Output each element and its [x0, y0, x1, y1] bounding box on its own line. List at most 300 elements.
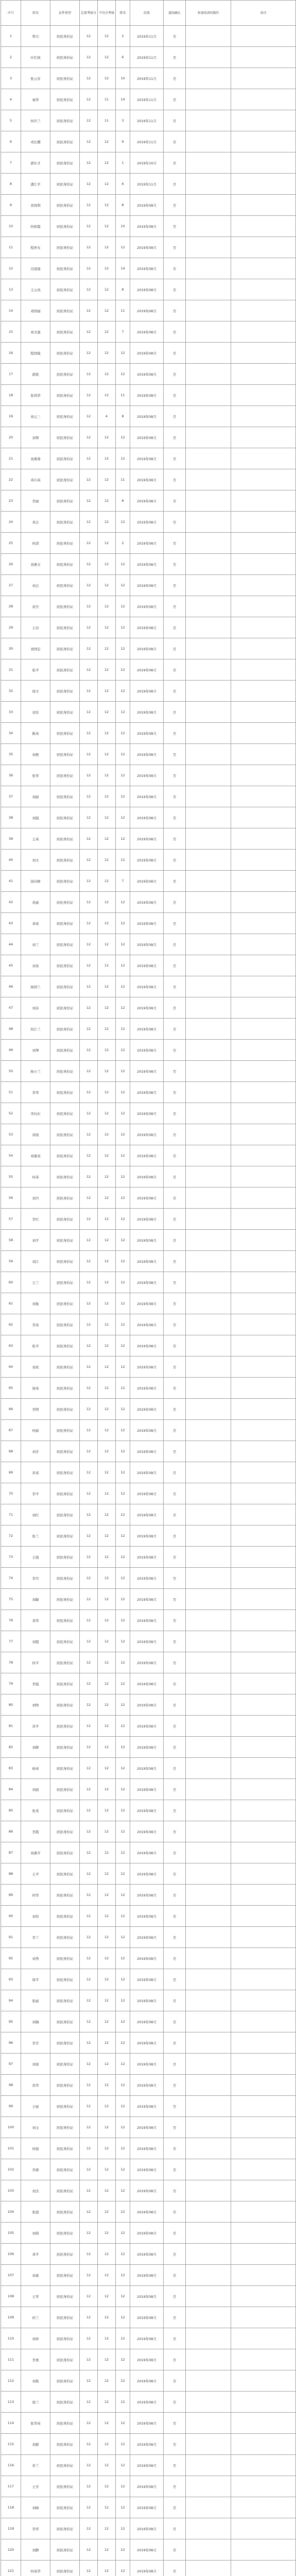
table-cell: 94: [1, 1990, 21, 2011]
table-cell: [186, 2159, 231, 2180]
table-cell: 12: [80, 1019, 98, 1040]
table-cell: 否: [164, 1272, 186, 1293]
table-cell: 何强: [21, 2138, 50, 2159]
table-cell: 2019年08月: [130, 533, 164, 554]
table-row: [1, 279, 296, 300]
table-cell: 2019年08月: [130, 1293, 164, 1314]
table-cell: [186, 1061, 231, 1082]
table-cell: 黄华: [21, 2075, 50, 2096]
table-cell: 12: [80, 1821, 98, 1842]
table-cell: 陈英: [21, 723, 50, 744]
table-cell: 12: [116, 2180, 130, 2201]
table-cell: 2019年08月: [130, 258, 164, 279]
table-cell: 8: [116, 279, 130, 300]
table-cell: [186, 1526, 231, 1547]
table-cell: [186, 659, 231, 681]
table-cell: 2019年08月: [130, 828, 164, 850]
table-cell: 12: [80, 2307, 98, 2328]
table-cell: [231, 258, 296, 279]
table-cell: [231, 765, 296, 786]
table-cell: [231, 1145, 296, 1166]
table-cell: 否: [164, 1082, 186, 1103]
table-cell: 12: [116, 2518, 130, 2539]
table-cell: 33: [1, 702, 21, 723]
table-row: [1, 1948, 296, 1969]
table-cell: 居民身份证: [50, 1990, 80, 2011]
table-cell: 2019年08月: [130, 1800, 164, 1821]
table-cell: 12: [98, 828, 116, 850]
table-cell: 否: [164, 1758, 186, 1779]
table-cell: 20: [1, 427, 21, 448]
table-row: [1, 110, 296, 131]
table-row: [1, 2244, 296, 2265]
table-cell: [231, 659, 296, 681]
table-cell: 11: [116, 300, 130, 321]
table-cell: 刘安: [21, 702, 50, 723]
table-cell: 12: [80, 1145, 98, 1166]
table-cell: [231, 2159, 296, 2180]
table-cell: 否: [164, 2518, 186, 2539]
table-cell: 2019年08月: [130, 1145, 164, 1166]
table-cell: 12: [98, 1293, 116, 1314]
table-cell: [231, 2201, 296, 2223]
table-cell: 42: [1, 892, 21, 913]
table-cell: [186, 744, 231, 765]
table-cell: 居民身份证: [50, 1040, 80, 1061]
table-cell: 居民身份证: [50, 1885, 80, 1906]
table-cell: [231, 1673, 296, 1694]
table-cell: 2019年10月: [130, 152, 164, 174]
table-cell: 12: [116, 2434, 130, 2455]
table-cell: [231, 1568, 296, 1589]
table-cell: 否: [164, 2455, 186, 2476]
table-cell: 14: [1, 300, 21, 321]
table-cell: 73: [1, 1547, 21, 1568]
table-cell: 12: [80, 1863, 98, 1885]
table-cell: 12: [98, 448, 116, 469]
table-cell: 89: [1, 1885, 21, 1906]
table-cell: [231, 533, 296, 554]
table-cell: 否: [164, 512, 186, 533]
table-cell: 12: [80, 976, 98, 997]
table-cell: 12: [80, 2011, 98, 2032]
table-cell: [186, 533, 231, 554]
table-cell: 居民身份证: [50, 1821, 80, 1842]
table-cell: 居民身份证: [50, 195, 80, 216]
table-row: [1, 1694, 296, 1716]
table-cell: 曾兴: [21, 26, 50, 47]
table-cell: 否: [164, 110, 186, 131]
table-cell: 否: [164, 1019, 186, 1040]
table-cell: [186, 1188, 231, 1209]
table-cell: 7: [1, 152, 21, 174]
table-cell: 63: [1, 1335, 21, 1357]
table-cell: 12: [80, 1378, 98, 1399]
table-cell: 否: [164, 1990, 186, 2011]
table-cell: 2019年08月: [130, 2180, 164, 2201]
table-cell: [186, 807, 231, 828]
table-cell: 否: [164, 786, 186, 807]
table-row: [1, 1610, 296, 1631]
table-cell: 2019年08月: [130, 2413, 164, 2434]
table-cell: 12: [80, 2117, 98, 2138]
table-row: [1, 1863, 296, 1885]
table-cell: 41: [1, 871, 21, 892]
table-cell: [186, 2476, 231, 2497]
table-cell: [186, 1504, 231, 1526]
table-cell: 2019年08月: [130, 1272, 164, 1293]
table-cell: [231, 1272, 296, 1293]
table-cell: 12: [116, 1293, 130, 1314]
table-cell: [231, 512, 296, 533]
table-cell: 否: [164, 1737, 186, 1758]
table-cell: 2019年08月: [130, 1483, 164, 1504]
table-cell: [186, 490, 231, 512]
table-cell: [231, 1969, 296, 1990]
table-cell: 12: [98, 2011, 116, 2032]
table-cell: 2019年08月: [130, 1124, 164, 1145]
table-cell: 否: [164, 744, 186, 765]
table-cell: 否: [164, 1251, 186, 1272]
table-cell: 84: [1, 1779, 21, 1800]
table-cell: 1: [1, 26, 21, 47]
table-row: [1, 976, 296, 997]
table-cell: 12: [98, 237, 116, 258]
table-cell: 否: [164, 2434, 186, 2455]
table-cell: 否: [164, 2286, 186, 2307]
table-cell: 否: [164, 1779, 186, 1800]
table-row: [1, 1230, 296, 1251]
table-cell: 居民身份证: [50, 89, 80, 110]
table-cell: [186, 1800, 231, 1821]
table-cell: [231, 2455, 296, 2476]
table-cell: 潘江平: [21, 174, 50, 195]
table-cell: 12: [98, 850, 116, 871]
table-cell: 居民身份证: [50, 279, 80, 300]
table-cell: 12: [116, 2032, 130, 2054]
table-row: [1, 2117, 296, 2138]
table-row: [1, 469, 296, 490]
table-cell: 12: [116, 1357, 130, 1378]
table-row: [1, 1335, 296, 1357]
table-cell: 2019年08月: [130, 2075, 164, 2096]
table-cell: 否: [164, 659, 186, 681]
table-cell: [186, 2561, 231, 2576]
table-cell: [231, 152, 296, 174]
table-row: [1, 934, 296, 955]
table-cell: 12: [116, 1652, 130, 1673]
table-cell: 8: [1, 174, 21, 195]
table-cell: 12: [80, 2518, 98, 2539]
table-cell: 居民身份证: [50, 1673, 80, 1694]
table-row: [1, 1927, 296, 1948]
table-cell: 12: [80, 321, 98, 343]
table-cell: 12: [116, 364, 130, 385]
table-cell: 居民身份证: [50, 448, 80, 469]
table-cell: 2019年08月: [130, 659, 164, 681]
table-cell: [186, 976, 231, 997]
table-cell: [231, 1314, 296, 1335]
table-row: [1, 1462, 296, 1483]
table-cell: 12: [116, 1589, 130, 1610]
table-cell: 2019年08月: [130, 2349, 164, 2370]
table-cell: 93: [1, 1969, 21, 1990]
table-cell: 32: [1, 681, 21, 702]
table-row: [1, 2032, 296, 2054]
table-cell: [231, 47, 296, 68]
table-cell: 否: [164, 1842, 186, 1863]
table-cell: 11: [98, 110, 116, 131]
table-cell: 2019年11月: [130, 110, 164, 131]
table-cell: 12: [116, 2392, 130, 2413]
table-cell: 12: [80, 617, 98, 638]
table-cell: 12: [116, 1694, 130, 1716]
table-cell: 12: [80, 68, 98, 89]
table-cell: 否: [164, 237, 186, 258]
table-cell: 12: [98, 1061, 116, 1082]
table-cell: 12: [98, 1124, 116, 1145]
table-cell: 何江兰: [21, 1019, 50, 1040]
table-cell: 居民身份证: [50, 533, 80, 554]
table-cell: 2019年08月: [130, 406, 164, 427]
table-cell: 10: [116, 68, 130, 89]
table-cell: 12: [116, 343, 130, 364]
table-cell: 居民身份证: [50, 2455, 80, 2476]
table-row: [1, 723, 296, 744]
table-cell: 12: [116, 1631, 130, 1652]
table-cell: 刘芳: [21, 1441, 50, 1462]
table-cell: [231, 2117, 296, 2138]
table-cell: 12: [98, 1568, 116, 1589]
table-cell: 居民身份证: [50, 343, 80, 364]
table-row: [1, 955, 296, 976]
table-cell: 居民身份证: [50, 2561, 80, 2576]
table-row: [1, 1568, 296, 1589]
table-row: [1, 807, 296, 828]
table-cell: 2019年08月: [130, 2159, 164, 2180]
table-cell: [186, 2265, 231, 2286]
table-cell: 12: [116, 850, 130, 871]
table-cell: 2019年08月: [130, 1927, 164, 1948]
table-cell: 2019年08月: [130, 1990, 164, 2011]
table-cell: 111: [1, 2349, 21, 2370]
table-cell: 12: [98, 2413, 116, 2434]
table-cell: 12: [80, 512, 98, 533]
table-row: [1, 1779, 296, 1800]
table-cell: [231, 702, 296, 723]
table-cell: [186, 1885, 231, 1906]
table-cell: 否: [164, 554, 186, 575]
table-cell: 12: [116, 596, 130, 617]
table-cell: 2019年08月: [130, 2138, 164, 2159]
table-cell: 22: [1, 469, 21, 490]
table-row: [1, 406, 296, 427]
table-cell: 居民身份证: [50, 321, 80, 343]
table-cell: [186, 1673, 231, 1694]
table-cell: 2019年08月: [130, 2518, 164, 2539]
table-cell: 否: [164, 2244, 186, 2265]
table-cell: 12: [80, 1716, 98, 1737]
table-cell: 王兰: [21, 1272, 50, 1293]
table-cell: [186, 892, 231, 913]
table-cell: 李向东: [21, 1103, 50, 1124]
table-cell: 12: [80, 2223, 98, 2244]
table-cell: 12: [80, 2455, 98, 2476]
table-cell: 12: [98, 533, 116, 554]
table-cell: [186, 2117, 231, 2138]
table-cell: 2019年08月: [130, 2455, 164, 2476]
table-cell: 居民身份证: [50, 1399, 80, 1420]
table-cell: 74: [1, 1568, 21, 1589]
table-cell: 12: [80, 110, 98, 131]
table-cell: 2019年08月: [130, 1441, 164, 1462]
table-cell: 12: [98, 1082, 116, 1103]
table-cell: 14: [116, 258, 130, 279]
table-cell: [186, 2307, 231, 2328]
table-cell: [186, 1399, 231, 1420]
table-cell: 12: [80, 1399, 98, 1420]
table-cell: 12: [80, 300, 98, 321]
column-header: 姓名: [21, 1, 50, 26]
table-row: [1, 1103, 296, 1124]
table-cell: 67: [1, 1420, 21, 1441]
table-cell: 31: [1, 659, 21, 681]
table-row: [1, 2413, 296, 2434]
table-cell: 否: [164, 1610, 186, 1631]
table-cell: 否: [164, 1462, 186, 1483]
table-row: [1, 174, 296, 195]
table-cell: 否: [164, 2075, 186, 2096]
table-cell: 4: [98, 406, 116, 427]
table-cell: 83: [1, 1758, 21, 1779]
table-cell: 2019年08月: [130, 216, 164, 237]
table-cell: [231, 1800, 296, 1821]
table-cell: [231, 385, 296, 406]
table-cell: 居民身份证: [50, 2413, 80, 2434]
table-cell: 87: [1, 1842, 21, 1863]
table-cell: 刘珍: [21, 2328, 50, 2349]
table-row: [1, 448, 296, 469]
table-cell: 12: [80, 2265, 98, 2286]
table-cell: 刘凤: [21, 1357, 50, 1378]
table-cell: 居民身份证: [50, 913, 80, 934]
table-cell: [186, 343, 231, 364]
table-row: [1, 2392, 296, 2413]
table-cell: 居民身份证: [50, 131, 80, 152]
table-cell: 12: [98, 871, 116, 892]
table-cell: [186, 575, 231, 596]
table-cell: [186, 385, 231, 406]
table-cell: [231, 1124, 296, 1145]
table-cell: 刘燕平: [21, 1842, 50, 1863]
table-cell: [186, 681, 231, 702]
table-cell: 12: [116, 1716, 130, 1737]
table-row: [1, 1758, 296, 1779]
table-cell: 61: [1, 1293, 21, 1314]
table-cell: 居民身份证: [50, 2307, 80, 2328]
table-cell: 张兰: [21, 1526, 50, 1547]
table-cell: 刘丹: [21, 1188, 50, 1209]
table-row: [1, 1209, 296, 1230]
table-row: [1, 2159, 296, 2180]
table-cell: 12: [98, 2096, 116, 2117]
table-cell: 60: [1, 1272, 21, 1293]
table-row: [1, 2518, 296, 2539]
table-cell: 12: [80, 1124, 98, 1145]
table-cell: 12: [116, 2539, 130, 2561]
table-cell: 2019年08月: [130, 681, 164, 702]
table-cell: 12: [116, 786, 130, 807]
table-cell: 12: [98, 1251, 116, 1272]
table-cell: 108: [1, 2286, 21, 2307]
table-cell: 12: [116, 2497, 130, 2518]
table-row: [1, 1188, 296, 1209]
table-cell: [231, 828, 296, 850]
table-cell: [186, 1631, 231, 1652]
table-cell: 2019年08月: [130, 1378, 164, 1399]
table-cell: [231, 1631, 296, 1652]
table-cell: 否: [164, 1314, 186, 1335]
table-cell: [186, 765, 231, 786]
table-cell: 否: [164, 807, 186, 828]
table-cell: 2019年08月: [130, 195, 164, 216]
table-cell: 12: [116, 1526, 130, 1547]
table-cell: 12: [80, 1631, 98, 1652]
table-cell: 否: [164, 1230, 186, 1251]
table-cell: 12: [98, 2497, 116, 2518]
table-cell: [231, 279, 296, 300]
table-cell: 周兰: [21, 2392, 50, 2413]
table-cell: [231, 448, 296, 469]
table-cell: [231, 2075, 296, 2096]
table-cell: [231, 723, 296, 744]
table-cell: 12: [80, 2201, 98, 2223]
table-cell: 否: [164, 2117, 186, 2138]
table-cell: [231, 1166, 296, 1188]
table-cell: 12: [116, 997, 130, 1019]
table-cell: 15: [1, 321, 21, 343]
table-cell: 12: [80, 1673, 98, 1694]
table-cell: 90: [1, 1906, 21, 1927]
table-cell: [186, 1293, 231, 1314]
table-cell: 12: [98, 2117, 116, 2138]
table-cell: 12: [98, 490, 116, 512]
table-cell: 8: [116, 406, 130, 427]
table-cell: [186, 2138, 231, 2159]
table-cell: 12: [98, 1842, 116, 1863]
table-cell: 12: [80, 1314, 98, 1335]
table-cell: 12: [98, 1737, 116, 1758]
table-cell: 刘平: [21, 1230, 50, 1251]
table-cell: 12: [80, 1800, 98, 1821]
table-cell: 2019年08月: [130, 575, 164, 596]
table-cell: 张华英: [21, 2413, 50, 2434]
table-cell: 2019年08月: [130, 2307, 164, 2328]
table-cell: 117: [1, 2476, 21, 2497]
table-cell: 刘燕蓉: [21, 448, 50, 469]
table-cell: 2019年08月: [130, 1716, 164, 1737]
table-cell: [186, 2011, 231, 2032]
table-cell: [186, 1969, 231, 1990]
table-cell: 12: [80, 723, 98, 744]
table-row: [1, 2201, 296, 2223]
table-cell: 否: [164, 89, 186, 110]
table-cell: 11: [116, 469, 130, 490]
table-cell: [231, 2011, 296, 2032]
table-cell: 否: [164, 1293, 186, 1314]
table-cell: [186, 617, 231, 638]
table-cell: 王芳: [21, 2476, 50, 2497]
